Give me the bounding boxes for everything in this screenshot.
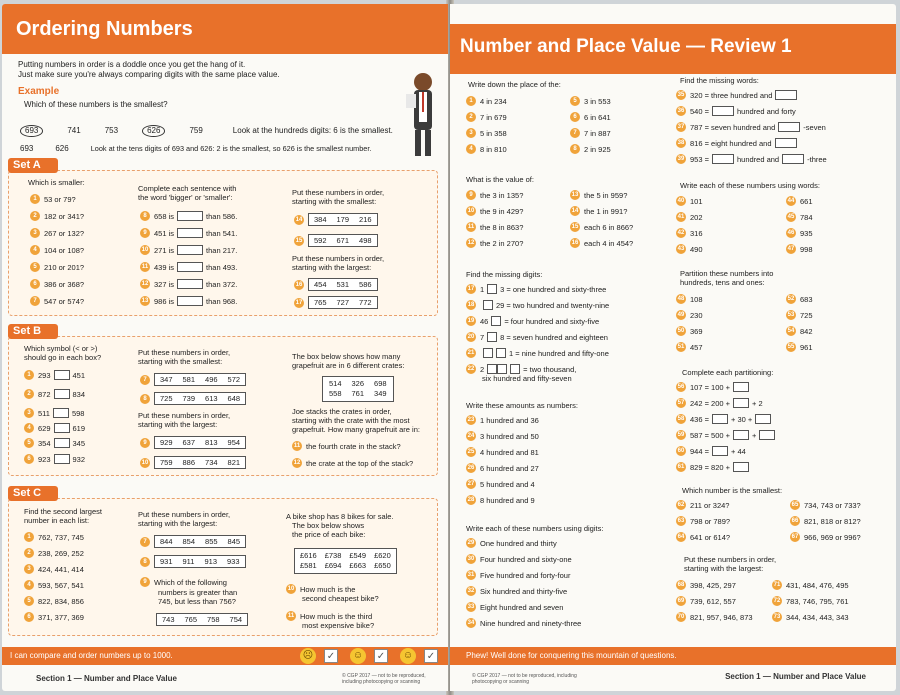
set-a-q10: 10 271 is than 217.	[141, 245, 238, 255]
c1-heading: Write down the place of the:	[468, 80, 561, 89]
set-a-col1-heading: Which is smaller:	[28, 178, 85, 187]
r-q1: 1 4 in 234	[466, 96, 507, 106]
checkbox[interactable]: ✓	[424, 649, 438, 663]
set-a-q7: 7 547 or 574?	[30, 296, 84, 306]
example-number: 626	[55, 144, 69, 153]
left-page	[2, 4, 448, 691]
r-q6: 6 6 in 641	[570, 112, 611, 122]
set-b-q2: 2 872 834	[24, 389, 85, 399]
r-q44: 44 661	[787, 196, 813, 206]
r-q62: 62 211 or 324?	[677, 500, 730, 510]
r-q57: 57 242 = 200 + + 2	[677, 398, 763, 408]
set-b-q12: 12 the crate at the top of the stack?	[293, 458, 414, 468]
set-c-col2-heading-2: starting with the largest:	[138, 519, 218, 528]
set-b-col3-heading-2: grapefruit are in 6 different crates:	[292, 361, 405, 370]
symbol-box[interactable]	[54, 438, 70, 448]
set-b-col3-text-2: starting with the crate with the most	[292, 416, 410, 425]
set-a-q12: 12 327 is than 372.	[141, 279, 238, 289]
r-q42: 42 316	[677, 228, 703, 238]
left-section-footer: Section 1 — Number and Place Value	[36, 674, 177, 683]
r-q34: 34 Nine hundred and ninety-three	[467, 618, 582, 628]
set-c-col3-heading-1: A bike shop has 8 bikes for sale.	[286, 512, 394, 521]
set-b-col3-text-3: grapefruit. How many grapefruit are in:	[292, 425, 420, 434]
r-q13: 13 the 5 in 959?	[571, 190, 628, 200]
set-c-q6: 6 371, 377, 369	[24, 612, 84, 622]
digit-box[interactable]	[497, 364, 507, 374]
r-q45: 45 784	[787, 212, 813, 222]
r-q33: 33 Eight hundred and seven	[467, 602, 564, 612]
digit-box[interactable]	[483, 300, 493, 310]
set-b-q1: 1 293 451	[24, 370, 85, 380]
answer-box[interactable]	[177, 211, 203, 221]
r-q30: 30 Four hundred and sixty-one	[467, 554, 572, 564]
answer-box[interactable]	[177, 296, 203, 306]
set-c-q7: 7 844 854 855 845	[140, 535, 246, 548]
bike-prices-box: £616 £738 £549 £620 £581 £694 £663 £650	[294, 548, 397, 574]
right-copyright: © CGP 2017 — not to be reproduced, including photocopying or scanning	[472, 673, 577, 685]
symbol-box[interactable]	[54, 454, 70, 464]
set-b-col1-heading-1: Which symbol (< or >)	[24, 344, 98, 353]
set-a-q2: 2 182 or 341?	[30, 211, 84, 221]
r-q54: 54 842	[787, 326, 813, 336]
set-c-q4: 4 593, 567, 541	[24, 580, 84, 590]
set-c-q1: 1 762, 737, 745	[24, 532, 84, 542]
set-b-q11: 11 the fourth crate in the stack?	[293, 441, 401, 451]
r-q51: 51 457	[677, 342, 703, 352]
set-b-q7: 7 347 581 496 572	[140, 373, 246, 386]
set-c-q3: 3 424, 441, 414	[24, 564, 84, 574]
r-q66: 66 821, 818 or 812?	[791, 516, 861, 526]
set-a-q9: 9 451 is than 541.	[140, 228, 237, 238]
r-q10: 10 the 9 in 429?	[467, 206, 524, 216]
r-q47: 47 998	[787, 244, 813, 254]
answer-box[interactable]	[733, 462, 749, 472]
answer-box[interactable]	[712, 414, 728, 424]
r-q21: 21 1 = nine hundred and fifty-one	[467, 348, 609, 358]
r-q3: 3 5 in 358	[466, 128, 507, 138]
r-q73: 73 344, 434, 443, 343	[773, 612, 849, 622]
word-box[interactable]	[712, 106, 734, 116]
set-c-q10: 10 How much is the	[287, 584, 356, 594]
r-q7: 7 7 in 887	[570, 128, 611, 138]
left-header-banner	[2, 4, 448, 54]
set-b-q4: 4 629 619	[24, 423, 85, 433]
set-a-col2-heading-2: the word 'bigger' or 'smaller':	[138, 193, 233, 202]
set-a-q16: 16 454 531 586	[294, 278, 378, 291]
set-b-q9: 9 929 637 813 954	[140, 436, 246, 449]
example-number: 693	[20, 144, 34, 153]
crates-box: 514 326 698 558 761 349	[322, 376, 394, 402]
example-label: Example	[18, 86, 60, 97]
d2-heading: Write each of these numbers using words:	[680, 181, 820, 190]
example-number: 753	[104, 126, 119, 135]
r-q35: 35 320 = three hundred and	[676, 90, 800, 100]
r-q38: 38 816 = eight hundred and	[676, 138, 800, 148]
r-q32: 32 Six hundred and thirty-five	[467, 586, 568, 596]
symbol-box[interactable]	[54, 423, 70, 433]
c2-heading: What is the value of:	[466, 175, 534, 184]
r-q43: 43 490	[677, 244, 703, 254]
answer-box[interactable]	[177, 262, 203, 272]
example-number-circled: 626	[142, 125, 165, 137]
r-q22: 22 2 = two thousand,	[467, 364, 577, 374]
r-q56: 56 107 = 100 +	[676, 382, 752, 392]
r-q58: 58 436 = + 30 +	[676, 414, 774, 424]
happy-face-icon: ☺	[400, 648, 416, 664]
r-q11: 11 the 8 in 863?	[467, 222, 524, 232]
digit-box[interactable]	[496, 348, 506, 358]
example-question: Which of these numbers is the smallest?	[24, 100, 168, 109]
r-q25: 25 4 hundred and 81	[467, 447, 539, 457]
set-a-col3-heading-1: Put these numbers in order,	[292, 188, 385, 197]
self-assessment-row	[300, 648, 438, 664]
set-a-q5: 5 210 or 201?	[30, 262, 84, 272]
word-box[interactable]	[775, 138, 797, 148]
set-c-q9: 9 Which of the following	[140, 577, 227, 587]
right-page	[450, 4, 896, 691]
digit-box[interactable]	[510, 364, 520, 374]
r-q9: 9 the 3 in 135?	[466, 190, 523, 200]
r-q65: 65 734, 743 or 733?	[791, 500, 861, 510]
set-b-col2-heading-3: Put these numbers in order,	[138, 411, 231, 420]
r-q40: 40 101	[677, 196, 703, 206]
r-q8: 8 2 in 925	[570, 144, 611, 154]
left-footer-text: I can compare and order numbers up to 1000.	[10, 651, 173, 660]
set-a-q1: 1 53 or 79?	[30, 194, 76, 204]
set-b-col2-heading-4: starting with the largest:	[138, 420, 218, 429]
left-footer-banner	[2, 647, 448, 665]
r-q61: 61 829 = 820 +	[676, 462, 752, 472]
right-section-footer: Section 1 — Number and Place Value	[725, 672, 866, 681]
c3-heading: Find the missing digits:	[466, 270, 543, 279]
d6-heading-2: starting with the largest:	[684, 564, 764, 573]
left-copyright: © CGP 2017 — not to be reproduced, including photocopying or scanning	[342, 673, 426, 685]
r-q41: 41 202	[677, 212, 703, 222]
d3-heading-1: Partition these numbers into	[680, 269, 774, 278]
symbol-box[interactable]	[54, 370, 70, 380]
r-q72: 72 783, 746, 795, 761	[773, 596, 849, 606]
r-q31: 31 Five hundred and forty-four	[467, 570, 571, 580]
set-a-q14: 14 384 179 216	[294, 213, 378, 226]
r-q53: 53 725	[787, 310, 813, 320]
r-q22-line-2: six hundred and fifty-seven	[482, 374, 572, 383]
example-hint-2: Look at the tens digits of 693 and 626: 2 is the smallest, so 626 is the smallest number.	[90, 144, 372, 153]
r-q37: 37 787 = seven hundred and -seven	[677, 122, 826, 132]
answer-box[interactable]	[177, 279, 203, 289]
r-q12: 12 the 2 in 270?	[467, 238, 524, 248]
set-c-q11-line-2: most expensive bike?	[302, 621, 375, 630]
answer-box[interactable]	[733, 398, 749, 408]
example-numbers	[20, 125, 393, 137]
r-q27: 27 5 hundred and 4	[467, 479, 535, 489]
example-row-2	[20, 144, 371, 154]
set-a-col3-heading-4: starting with the largest:	[292, 263, 372, 272]
r-q71: 71 431, 484, 476, 495	[773, 580, 849, 590]
r-q24: 24 3 hundred and 50	[467, 431, 539, 441]
digit-box[interactable]	[487, 284, 497, 294]
word-box[interactable]	[778, 122, 800, 132]
word-box[interactable]	[775, 90, 797, 100]
right-header-banner	[450, 24, 896, 74]
r-q23: 23 1 hundred and 36	[467, 415, 539, 425]
set-b-col3-text-1: Joe stacks the crates in order,	[292, 407, 392, 416]
set-c-col2-heading-1: Put these numbers in order,	[138, 510, 231, 519]
example-hint-1: Look at the hundreds digits: 6 is the smallest.	[232, 126, 393, 135]
digit-box[interactable]	[487, 332, 497, 342]
d3-heading-2: hundreds, tens and ones:	[680, 278, 765, 287]
set-b-q5: 5 354 345	[24, 438, 85, 448]
r-q5: 5 3 in 553	[570, 96, 611, 106]
set-a-col2-heading-1: Complete each sentence with	[138, 184, 237, 193]
r-q55: 55 961	[787, 342, 813, 352]
set-c-q9-line-2: numbers is greater than	[158, 588, 238, 597]
c5-heading: Write each of these numbers using digits:	[466, 524, 604, 533]
set-a-q6: 6 386 or 368?	[30, 279, 84, 289]
set-b-q10: 10 759 886 734 821	[140, 456, 246, 469]
digit-box[interactable]	[487, 364, 497, 374]
set-a-q8: 8 658 is than 586.	[140, 211, 237, 221]
set-c-col1-heading-2: number in each list:	[24, 516, 90, 525]
r-q50: 50 369	[677, 326, 703, 336]
r-q46: 46 935	[787, 228, 813, 238]
r-q39: 39 953 = hundred and -three	[677, 154, 827, 164]
r-q68: 68 398, 425, 297	[677, 580, 736, 590]
set-c-q10-line-2: second cheapest bike?	[302, 594, 379, 603]
set-b-q3: 3 511 598	[24, 408, 84, 418]
example-number: 741	[67, 126, 81, 135]
set-c-col3-heading-3: the price of each bike:	[292, 530, 366, 539]
set-a-q13: 13 986 is than 968.	[141, 296, 238, 306]
set-a-q3: 3 267 or 132?	[30, 228, 84, 238]
r-q4: 4 8 in 810	[466, 144, 507, 154]
r-q2: 2 7 in 679	[466, 112, 507, 122]
checkbox[interactable]: ✓	[374, 649, 388, 663]
set-a-q17: 17 765 727 772	[294, 296, 378, 309]
r-q64: 64 641 or 614?	[677, 532, 731, 542]
intro-line-1: Putting numbers in order is a doddle once you get the hang of it.	[18, 60, 246, 69]
r-q49: 49 230	[677, 310, 703, 320]
r-q19: 19 46 = four hundred and sixty-five	[467, 316, 600, 326]
set-c-q5: 5 822, 834, 856	[24, 596, 84, 606]
right-footer-banner	[450, 647, 896, 665]
set-c-q8: 8 931 911 913 933	[140, 555, 246, 568]
set-c-q9-options: 743 765 758 754	[156, 613, 248, 626]
right-footer-text: Phew! Well done for conquering this mountain of questions.	[466, 651, 677, 660]
answer-box[interactable]	[759, 430, 775, 440]
set-a-label: Set A	[8, 158, 58, 173]
set-c-q9-line-3: 745, but less than 756?	[158, 597, 236, 606]
set-c-col1-heading-1: Find the second largest	[24, 507, 102, 516]
set-b-col2-heading-2: starting with the smallest:	[138, 357, 223, 366]
example-number: 759	[189, 126, 203, 135]
c4-heading: Write these amounts as numbers:	[466, 401, 578, 410]
cartoon-character-illustration	[406, 70, 440, 160]
set-c-label: Set C	[8, 486, 58, 501]
r-q26: 26 6 hundred and 27	[467, 463, 539, 473]
symbol-box[interactable]	[53, 408, 69, 418]
set-b-col3-heading-1: The box below shows how many	[292, 352, 401, 361]
r-q20: 20 7 8 = seven hundred and eighteen	[467, 332, 608, 342]
set-a-q4: 4 104 or 108?	[30, 245, 84, 255]
answer-box[interactable]	[733, 430, 749, 440]
set-b-label: Set B	[8, 324, 58, 339]
word-box[interactable]	[782, 154, 804, 164]
r-q52: 52 683	[787, 294, 813, 304]
answer-box[interactable]	[755, 414, 771, 424]
r-q14: 14 the 1 in 991?	[571, 206, 628, 216]
r-q48: 48 108	[677, 294, 703, 304]
symbol-box[interactable]	[54, 389, 70, 399]
set-b-q6: 6 923 932	[24, 454, 85, 464]
set-c-q11: 11 How much is the third	[287, 611, 373, 621]
answer-box[interactable]	[712, 446, 728, 456]
set-a-q11: 11 439 is than 493.	[141, 262, 238, 272]
r-q28: 28 8 hundred and 9	[467, 495, 535, 505]
set-a-q15: 15 592 671 498	[294, 234, 378, 247]
d5-heading: Which number is the smallest:	[682, 486, 783, 495]
set-c-q2: 2 238, 269, 252	[24, 548, 84, 558]
r-q16: 16 each 4 in 454?	[571, 238, 634, 248]
digit-box[interactable]	[491, 316, 501, 326]
r-q15: 15 each 6 in 866?	[571, 222, 634, 232]
r-q17: 17 1 3 = one hundred and sixty-three	[467, 284, 607, 294]
r-q70: 70 821, 957, 946, 873	[677, 612, 753, 622]
r-q36: 36 540 = hundred and forty	[677, 106, 796, 116]
set-a-col3-heading-3: Put these numbers in order,	[292, 254, 385, 263]
r-q69: 69 739, 612, 557	[677, 596, 736, 606]
set-b-col2-heading-1: Put these numbers in order,	[138, 348, 231, 357]
answer-box[interactable]	[733, 382, 749, 392]
r-q60: 60 944 = + 44	[677, 446, 746, 456]
checkbox[interactable]: ✓	[324, 649, 338, 663]
set-c-col3-heading-2: The box below shows	[292, 521, 365, 530]
example-number-circled: 693	[20, 125, 43, 137]
d4-heading: Complete each partitioning:	[682, 368, 774, 377]
set-b-q8: 8 725 739 613 648	[140, 392, 246, 405]
r-q67: 67 966, 969 or 996?	[791, 532, 861, 542]
intro-line-2: Just make sure you're always comparing digits with the same place value.	[18, 70, 280, 79]
set-b-col1-heading-2: should go in each box?	[24, 353, 102, 362]
r-q63: 63 798 or 789?	[677, 516, 731, 526]
answer-box[interactable]	[177, 245, 203, 255]
r-q18: 18 29 = two hundred and twenty-nine	[467, 300, 610, 310]
set-a-col3-heading-2: starting with the smallest:	[292, 197, 377, 206]
r-q29: 29 One hundred and thirty	[467, 538, 557, 548]
smiley-face-icon: ☺	[350, 648, 366, 664]
confused-face-icon: ☹	[300, 648, 316, 664]
word-box[interactable]	[712, 154, 734, 164]
d1-heading: Find the missing words:	[680, 76, 759, 85]
digit-box[interactable]	[483, 348, 493, 358]
right-page-title: Number and Place Value — Review 1	[460, 36, 792, 57]
left-page-title: Ordering Numbers	[16, 18, 193, 40]
d6-heading-1: Put these numbers in order,	[684, 555, 777, 564]
answer-box[interactable]	[177, 228, 203, 238]
r-q59: 59 587 = 500 + +	[676, 430, 778, 440]
